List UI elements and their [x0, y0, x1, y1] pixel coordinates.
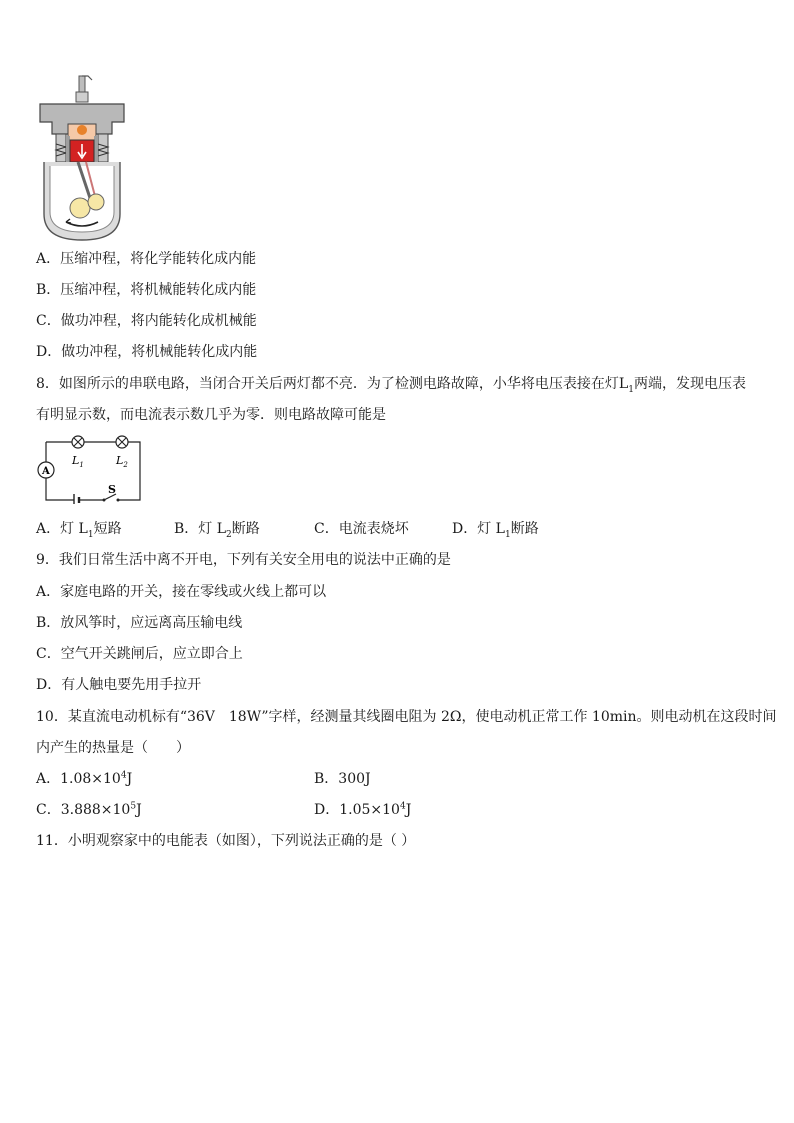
q9-option-c: C．空气开关跳闸后，应立即合上 — [36, 646, 243, 662]
q8-circuit-diagram — [34, 432, 146, 504]
switch-label: S — [108, 483, 116, 496]
q7-option-c: C．做功冲程，将内能转化成机械能 — [36, 313, 257, 329]
q8-option-b: B．灯 $L_2$断路 — [174, 521, 260, 540]
lamp-l1-symbol — [72, 436, 84, 448]
q8-stem-line1 — [36, 375, 746, 393]
q7-option-a: A．压缩冲程，将化学能转化成内能 — [36, 251, 257, 267]
q10-option-b: B．300J — [314, 771, 371, 787]
lamp-l2-label: $L_2$ — [116, 454, 128, 469]
q8-stem-line2: 有明显示数，而电流表示数几乎为零．则电路故障可能是 — [36, 407, 386, 423]
q8-stem-part1: 如图所示的串联电路，当闭合开关后两灯都不亮．为了检测电路故障，小华将电压表接在灯 — [58, 376, 619, 392]
q7-option-b: B．压缩冲程，将机械能转化成内能 — [36, 282, 257, 298]
lamp-l1-label: $L_1$ — [72, 454, 84, 469]
q8-option-c: C．电流表烧坏 — [314, 521, 409, 537]
q8-option-d: D．灯 $L_1$断路 — [452, 521, 539, 540]
ammeter-label: A — [42, 466, 50, 477]
q10-stem-line1: 10．某直流电动机标有“36V 18W”字样，经测量其线圈电阻为 2Ω，使电动机正常工作 10min。则电动机在这段时间 — [36, 709, 777, 725]
q9-stem: 9．我们日常生活中离不开电，下列有关安全用电的说法中正确的是 — [36, 552, 451, 568]
q10-option-c: C．$3.888\times 10^5J$ — [36, 801, 142, 818]
q10-stem-line2: 内产生的热量是（ ） — [36, 740, 190, 756]
q8-number: 8． — [36, 376, 59, 392]
q8-stem-part2: 两端，发现电压表 — [633, 376, 746, 392]
q7-option-d: D．做功冲程，将机械能转化成内能 — [36, 344, 258, 360]
q9-option-d: D．有人触电要先用手拉开 — [36, 677, 202, 693]
q9-option-a: A．家庭电路的开关，接在零线或火线上都可以 — [36, 584, 327, 600]
q9-option-b: B．放风筝时，应远离高压输电线 — [36, 615, 243, 631]
q8-option-a: A．灯 $L_1$短路 — [36, 521, 122, 540]
q11-stem: 11．小明观察家中的电能表（如图），下列说法正确的是（ ） — [36, 833, 416, 849]
q10-option-d: D．$1.05\times 10^4J$ — [314, 801, 412, 818]
q8-lamp-label: $L_1$ — [618, 376, 634, 395]
engine-stroke-figure — [36, 74, 128, 244]
q10-option-a: A．$1.08\times 10^4J$ — [36, 770, 133, 787]
lamp-l2-symbol — [116, 436, 128, 448]
